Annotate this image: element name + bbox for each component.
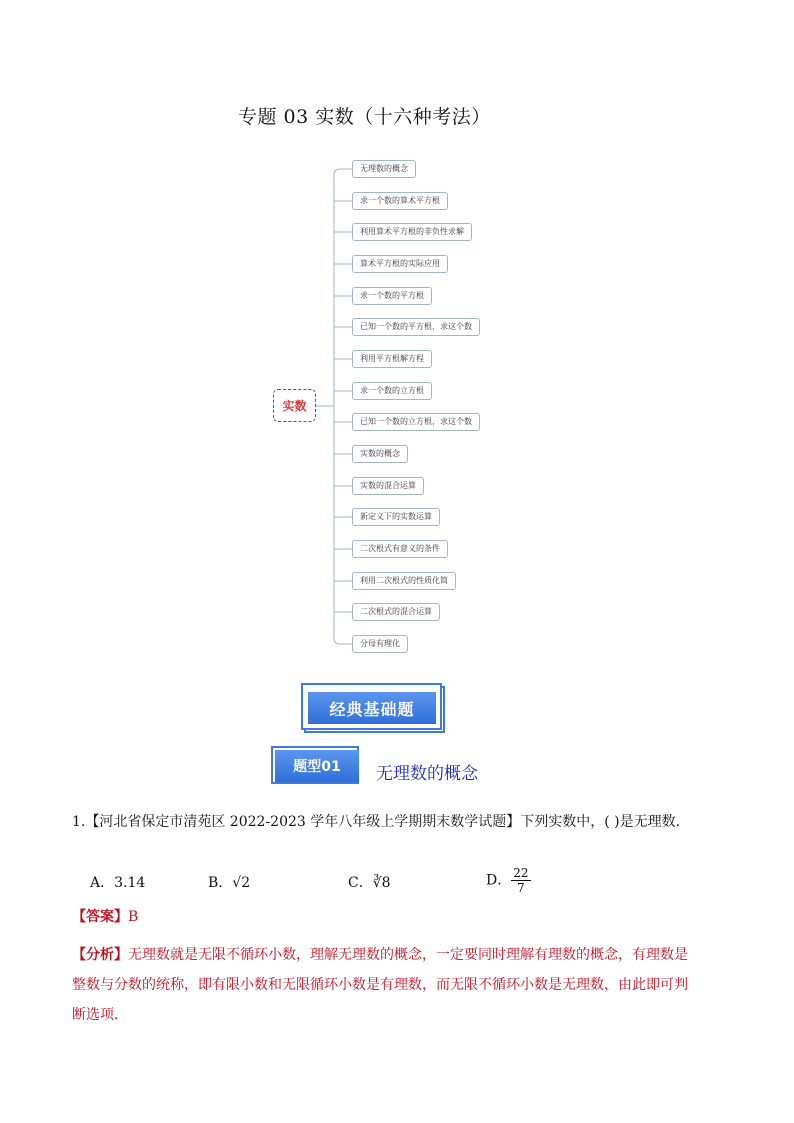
mindmap-branch: 利用二次根式的性质化简	[352, 572, 456, 590]
option-c-value: ∛8	[372, 875, 391, 891]
mindmap-branch: 二次根式的混合运算	[352, 603, 440, 621]
option-d	[486, 866, 531, 895]
option-a	[90, 872, 145, 892]
analysis-label: 【分析】	[72, 947, 128, 963]
question-number: 1.	[72, 814, 86, 830]
mindmap-branch: 分母有理化	[352, 635, 408, 653]
analysis-text	[72, 940, 692, 1030]
mindmap-branch: 已知一个数的平方根，求这个数	[352, 318, 480, 336]
mindmap-branch: 求一个数的算术平方根	[352, 192, 448, 210]
option-a-label: A．	[90, 875, 115, 891]
page-title: 专题 03 实数（十六种考法）	[238, 106, 491, 128]
option-d-fraction	[511, 866, 530, 895]
mindmap-branch: 实数的混合运算	[352, 477, 424, 495]
mindmap-branch: 求一个数的平方根	[352, 287, 432, 305]
mindmap-branch: 无理数的概念	[352, 160, 416, 178]
question-text	[72, 807, 692, 837]
question-type-badge	[271, 746, 361, 788]
question-stem: 下列实数中，( )是无理数．	[520, 814, 690, 830]
question-source: 【河北省保定市清苑区 2022-2023 学年八年级上学期期末数学试题】	[85, 814, 521, 830]
option-d-label: D．	[486, 872, 512, 889]
option-b-label: B．	[208, 875, 233, 891]
option-d-numerator: 22	[513, 866, 529, 880]
section-banner	[301, 683, 445, 733]
mindmap-branch: 二次根式有意义的条件	[352, 540, 448, 558]
mindmap-branch: 求一个数的立方根	[352, 382, 432, 400]
mindmap-branch: 利用平方根解方程	[352, 350, 432, 368]
answer-value: B	[128, 909, 139, 925]
mindmap-branch: 新定义下的实数运算	[352, 508, 440, 526]
mindmap-connector	[334, 169, 352, 175]
question-type-title: 无理数的概念	[376, 764, 478, 784]
mindmap-branch: 已知一个数的立方根，求这个数	[352, 413, 480, 431]
option-b-value: √2	[232, 875, 251, 891]
mindmap-branch: 算术平方根的实际应用	[352, 255, 448, 273]
option-b	[208, 872, 250, 892]
banner-label: 经典基础题	[308, 692, 436, 724]
answer-label: 【答案】	[72, 909, 128, 925]
option-a-value: 3.14	[114, 875, 146, 891]
option-c	[348, 872, 391, 892]
analysis-body: 无理数就是无限不循环小数，理解无理数的概念，一定要同时理解有理数的概念，有理数是整数与分数的统称，即有限小数和无限循环小数是有理数，而无限不循环小数是无理数，由此即可判断选项．	[72, 947, 688, 1023]
mindmap-connector	[334, 638, 352, 644]
option-c-label: C．	[348, 875, 373, 891]
answer-line	[72, 906, 138, 926]
mindmap-root: 实数	[273, 389, 316, 422]
option-d-denominator: 7	[517, 881, 525, 895]
type-badge-label: 题型01	[275, 750, 359, 782]
mindmap-branch: 利用算术平方根的非负性求解	[352, 223, 472, 241]
mindmap-branch: 实数的概念	[352, 445, 408, 463]
